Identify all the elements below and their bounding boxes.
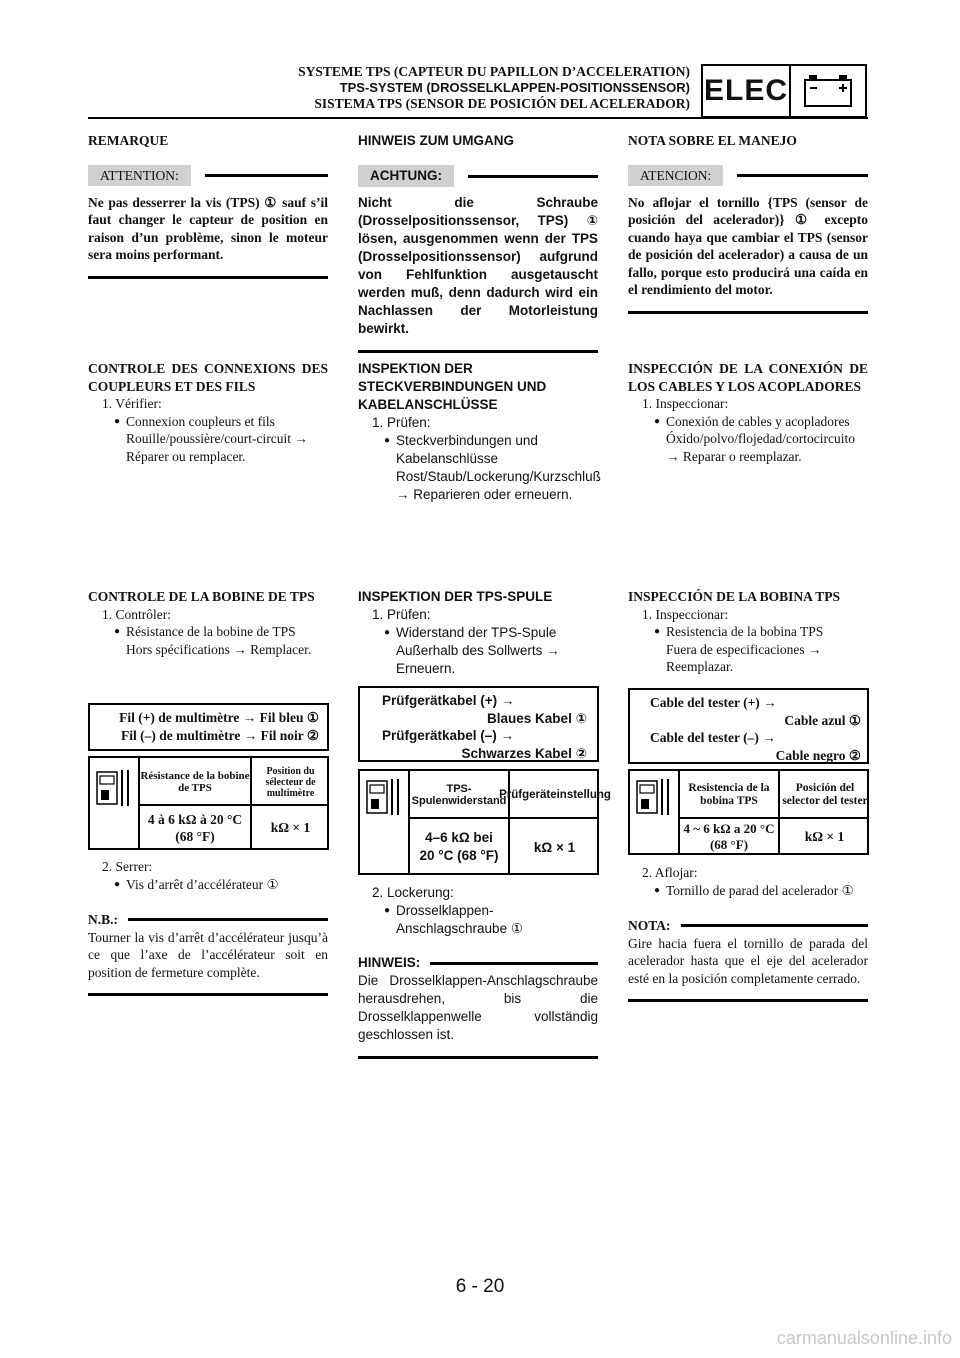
coil-step: 1. Inspeccionar:	[642, 606, 729, 622]
caution-end-rule	[358, 350, 598, 353]
coil-section-fr	[88, 588, 328, 658]
conn-heading: INSPECCIÓN DE LA CONEXIÓN DE LOS CABLES Y LOS ACOPLADORES	[628, 361, 868, 394]
spec-header-resistance: Resistencia de la bobina TPS	[688, 782, 770, 807]
spec-header-resistance: TPS-Spulenwiderstand	[411, 783, 507, 807]
conn-bullet: ● Conexión de cables y acopladores	[654, 413, 850, 429]
nb-text: Tourner la vis d’arrêt d’accélérateur jusqu’à ce que l’axe de l’accélérateur soit en position de fermeture complète.	[88, 929, 328, 980]
spec-table	[628, 769, 869, 855]
spec-value-resistance: 4–6 kΩ bei 20 °C (68 °F)	[419, 830, 499, 863]
multimeter-icon	[636, 777, 674, 822]
conn-detail: Rouille/poussière/court-circuit → Réparer ou remplacer.	[126, 431, 308, 464]
nb-end-rule	[88, 993, 328, 996]
conn-bullet: ● Steckverbindungen und Kabelanschlüsse	[384, 433, 538, 466]
coil-heading: INSPECCIÓN DE LA BOBINA TPS	[628, 589, 841, 604]
spec-value-selector: kΩ × 1	[804, 829, 845, 844]
remark-title: NOTA SOBRE EL MANEJO	[628, 133, 797, 148]
conn-section-es	[628, 360, 868, 465]
coil-heading: CONTROLE DE LA BOBINE DE TPS	[88, 589, 315, 604]
nb-end-rule	[628, 999, 868, 1002]
coil-detail: Fuera de especificaciones → Reemplazar.	[666, 641, 822, 674]
conn-step: 1. Prüfen:	[372, 415, 431, 430]
page-number: 6 - 20	[455, 1276, 505, 1297]
conn-section-de	[358, 360, 601, 504]
coil-section-de	[358, 588, 598, 678]
step2-bullet: ● Drosselklappen-Anschlagschraube ①	[384, 903, 523, 936]
elec-badge: ELEC	[701, 64, 791, 118]
coil-section-es	[628, 588, 868, 676]
column-fr	[88, 132, 328, 279]
tester-lead-box	[88, 703, 329, 751]
coil-step: 1. Prüfen:	[372, 607, 431, 622]
caution-end-rule	[628, 311, 868, 314]
nb-label: NOTA:	[628, 918, 671, 933]
caution-text: Ne pas desserrer la vis (TPS) ① sauf s’il faut changer le capteur de position en raison d’un problème, sinon le moteur sera moins performant.	[88, 194, 328, 262]
step2-fr	[88, 858, 328, 996]
tester-lead-2b: Schwarzes Kabel ②	[461, 745, 587, 761]
tester-lead-2b: Cable negro ②	[775, 747, 861, 763]
conn-step: 1. Vérifier:	[102, 396, 162, 411]
tester-lead-1b: Blaues Kabel ①	[487, 710, 587, 726]
header-line-fr: SYSTEME TPS (CAPTEUR DU PAPILLON D’ACCELERATION)	[298, 64, 690, 79]
step2-de	[358, 884, 598, 1059]
conn-bullet: ● Connexion coupleurs et fils	[114, 413, 275, 429]
step2-label: 2. Lockerung:	[372, 885, 454, 900]
multimeter-icon	[366, 777, 404, 822]
caution-label: ATENCION:	[628, 165, 723, 187]
step2-label: 2. Aflojar:	[642, 865, 698, 880]
conn-step: 1. Inspeccionar:	[642, 396, 729, 411]
tester-lead-1: Fil (+) de multimètre → Fil bleu ①	[119, 710, 319, 725]
watermark: carmanualsonline.info	[776, 1328, 952, 1348]
caution-label: ACHTUNG:	[358, 165, 454, 187]
caution-label: ATTENTION:	[88, 165, 191, 187]
nb-label: HINWEIS:	[358, 955, 421, 970]
spec-header-selector: Position du sélecteur de multimètre	[265, 765, 316, 799]
spec-header-selector: Prüfgeräteinstellung	[499, 788, 611, 801]
nb-bar	[358, 954, 598, 972]
nb-bar	[88, 911, 328, 929]
spec-value-selector: kΩ × 1	[270, 820, 311, 835]
spec-header-selector: Posición del selector del tester	[782, 782, 868, 807]
coil-bullet: ● Résistance de la bobine de TPS	[114, 624, 296, 639]
nb-label: N.B.:	[88, 912, 118, 927]
tester-lead-1b: Cable azul ①	[784, 712, 861, 728]
header-line-de: TPS-SYSTEM (DROSSELKLAPPEN-POSITIONSSENSOR)	[339, 80, 690, 95]
conn-section-fr	[88, 360, 328, 465]
column-de	[358, 132, 598, 353]
tester-lead-2: Fil (–) de multimètre → Fil noir ②	[121, 727, 319, 743]
section-header	[298, 64, 690, 112]
tester-lead-box	[358, 686, 599, 762]
coil-heading: INSPEKTION DER TPS-SPULE	[358, 589, 553, 604]
caution-bar	[88, 164, 328, 188]
conn-heading: INSPEKTION DER STECKVERBINDUNGEN UND KABELANSCHLÜSSE	[358, 361, 547, 412]
nb-text: Die Drosselklappen-Anschlagschraube herausdrehen, bis die Drosselklappenwelle vollständig geschlossen ist.	[358, 973, 598, 1042]
spec-table	[358, 769, 611, 875]
step2-es	[628, 864, 868, 1002]
step2-label: 2. Serrer:	[102, 859, 153, 874]
coil-detail: Außerhalb des Sollwerts → Erneuern.	[396, 643, 560, 676]
tester-lead-2a: Prüfgerätkabel (–) →	[382, 728, 515, 743]
spec-value-selector: kΩ × 1	[533, 839, 576, 855]
tester-lead-1a: Cable del tester (+) →	[650, 695, 777, 710]
spec-header-resistance: Résistance de la bobine de TPS	[140, 770, 250, 794]
coil-step: 1. Contrôler:	[102, 606, 171, 622]
spec-table	[88, 756, 329, 850]
conn-heading: CONTROLE DES CONNEXIONS DES COUPLEURS ET DES FILS	[88, 361, 328, 394]
nb-end-rule	[358, 1056, 598, 1059]
header-line-es: SISTEMA TPS (SENSOR DE POSICIÓN DEL ACELERADOR)	[314, 96, 690, 111]
conn-detail: Óxido/polvo/flojedad/cortocircuito → Reparar o reemplazar.	[666, 431, 855, 464]
multimeter-icon	[96, 768, 134, 813]
tester-lead-2a: Cable del tester (–) →	[650, 730, 776, 745]
battery-icon	[791, 64, 867, 118]
coil-bullet: ● Widerstand der TPS-Spule	[384, 625, 557, 640]
column-es	[628, 132, 868, 314]
spec-value-resistance: 4 ~ 6 kΩ a 20 °C (68 °F)	[683, 821, 775, 852]
step2-bullet: ● Tornillo de parad del acelerador ①	[654, 882, 854, 898]
remark-title: REMARQUE	[88, 133, 169, 148]
coil-detail: Hors spécifications → Remplacer.	[126, 641, 312, 657]
caution-bar	[628, 164, 868, 188]
remark-title: HINWEIS ZUM UMGANG	[358, 133, 514, 148]
coil-bullet: ● Resistencia de la bobina TPS	[654, 624, 824, 639]
nb-text: Gire hacia fuera el tornillo de parada del acelerador hasta que el eje del acelerador esté en la posición completamente cerrado.	[628, 935, 868, 986]
nb-bar	[628, 917, 868, 935]
conn-detail: Rost/Staub/Lockerung/Kurzschluß → Reparieren oder erneuern.	[396, 469, 601, 502]
tester-lead-box	[628, 688, 869, 764]
caution-bar	[358, 164, 598, 188]
caution-text: No aflojar el tornillo {TPS (sensor de posición del acelerador)} ① excepto cuando haya que cambiar el TPS (sensor de posición del acelerador) a causa de un fallo, porque esto producirá una caída en el rendimiento del motor.	[628, 194, 868, 297]
spec-value-resistance: 4 à 6 kΩ à 20 °C (68 °F)	[147, 812, 243, 844]
caution-end-rule	[88, 276, 328, 279]
tester-lead-1a: Prüfgerätkabel (+) →	[382, 693, 515, 708]
header-rule	[88, 117, 868, 119]
caution-text: Nicht die Schraube (Drosselpositionssensor, TPS) ① lösen, ausgenommen wenn der TPS (Drosselpositionssensor) aufgrund von Fehlfunktion ausgetauscht werden muß, denn dadurch wird ein Nachlassen der Motorleistung bewirkt.	[358, 195, 598, 336]
step2-bullet: ● Vis d’arrêt d’accélérateur ①	[114, 876, 279, 892]
